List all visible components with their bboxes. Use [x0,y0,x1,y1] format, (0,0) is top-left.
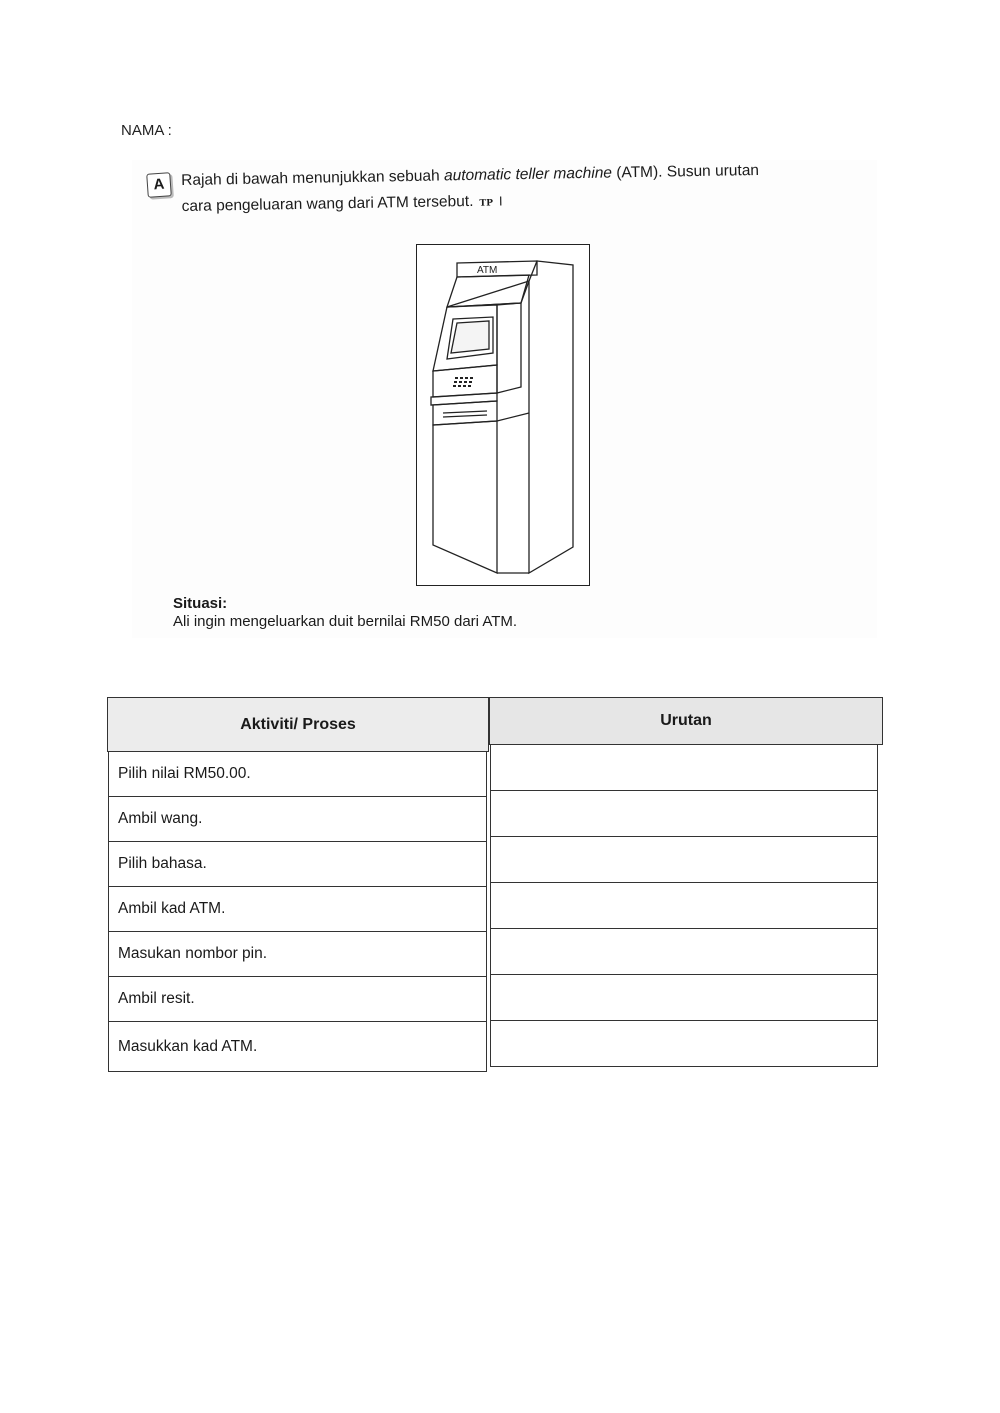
activity-cell: Ambil wang. [108,797,487,842]
situasi-text: Ali ingin mengeluarkan duit bernilai RM50 dari ATM. [173,613,518,630]
atm-machine-icon [417,245,589,585]
activity-cell: Masukkan kad ATM. [108,1022,487,1072]
question-badge: A [146,172,172,198]
order-input-cell[interactable] [490,837,878,883]
question-line1-suffix: (ATM). Susun urutan [611,161,760,182]
question-line2: cara pengeluaran wang dari ATM tersebut. [181,192,474,215]
activity-cell: Ambil resit. [108,977,487,1022]
order-input-cell[interactable] [490,883,878,929]
question-text [181,156,842,222]
order-input-cell[interactable] [490,791,878,837]
question-line1-prefix: Rajah di bawah menunjukkan sebuah [181,167,445,189]
atm-sign-text: ATM [477,265,498,276]
activity-cell: Masukan nombor pin. [108,932,487,977]
activity-cell: Ambil kad ATM. [108,887,487,932]
order-input-cell[interactable] [490,1021,878,1067]
question-line1-italic: automatic teller machine [443,164,613,185]
tp-label: TP [479,198,494,209]
order-input-cell[interactable] [490,975,878,1021]
activity-cell: Pilih nilai RM50.00. [108,752,487,797]
order-input-cell[interactable] [490,745,878,791]
name-label: NAMA : [121,122,172,139]
header-activity: Aktiviti/ Proses [107,697,489,752]
header-order: Urutan [489,697,883,745]
order-input-cell[interactable] [490,929,878,975]
activity-cell: Pilih bahasa. [108,842,487,887]
atm-illustration [416,244,590,586]
situasi-title: Situasi: [173,595,228,612]
tp-level: I [498,193,503,209]
